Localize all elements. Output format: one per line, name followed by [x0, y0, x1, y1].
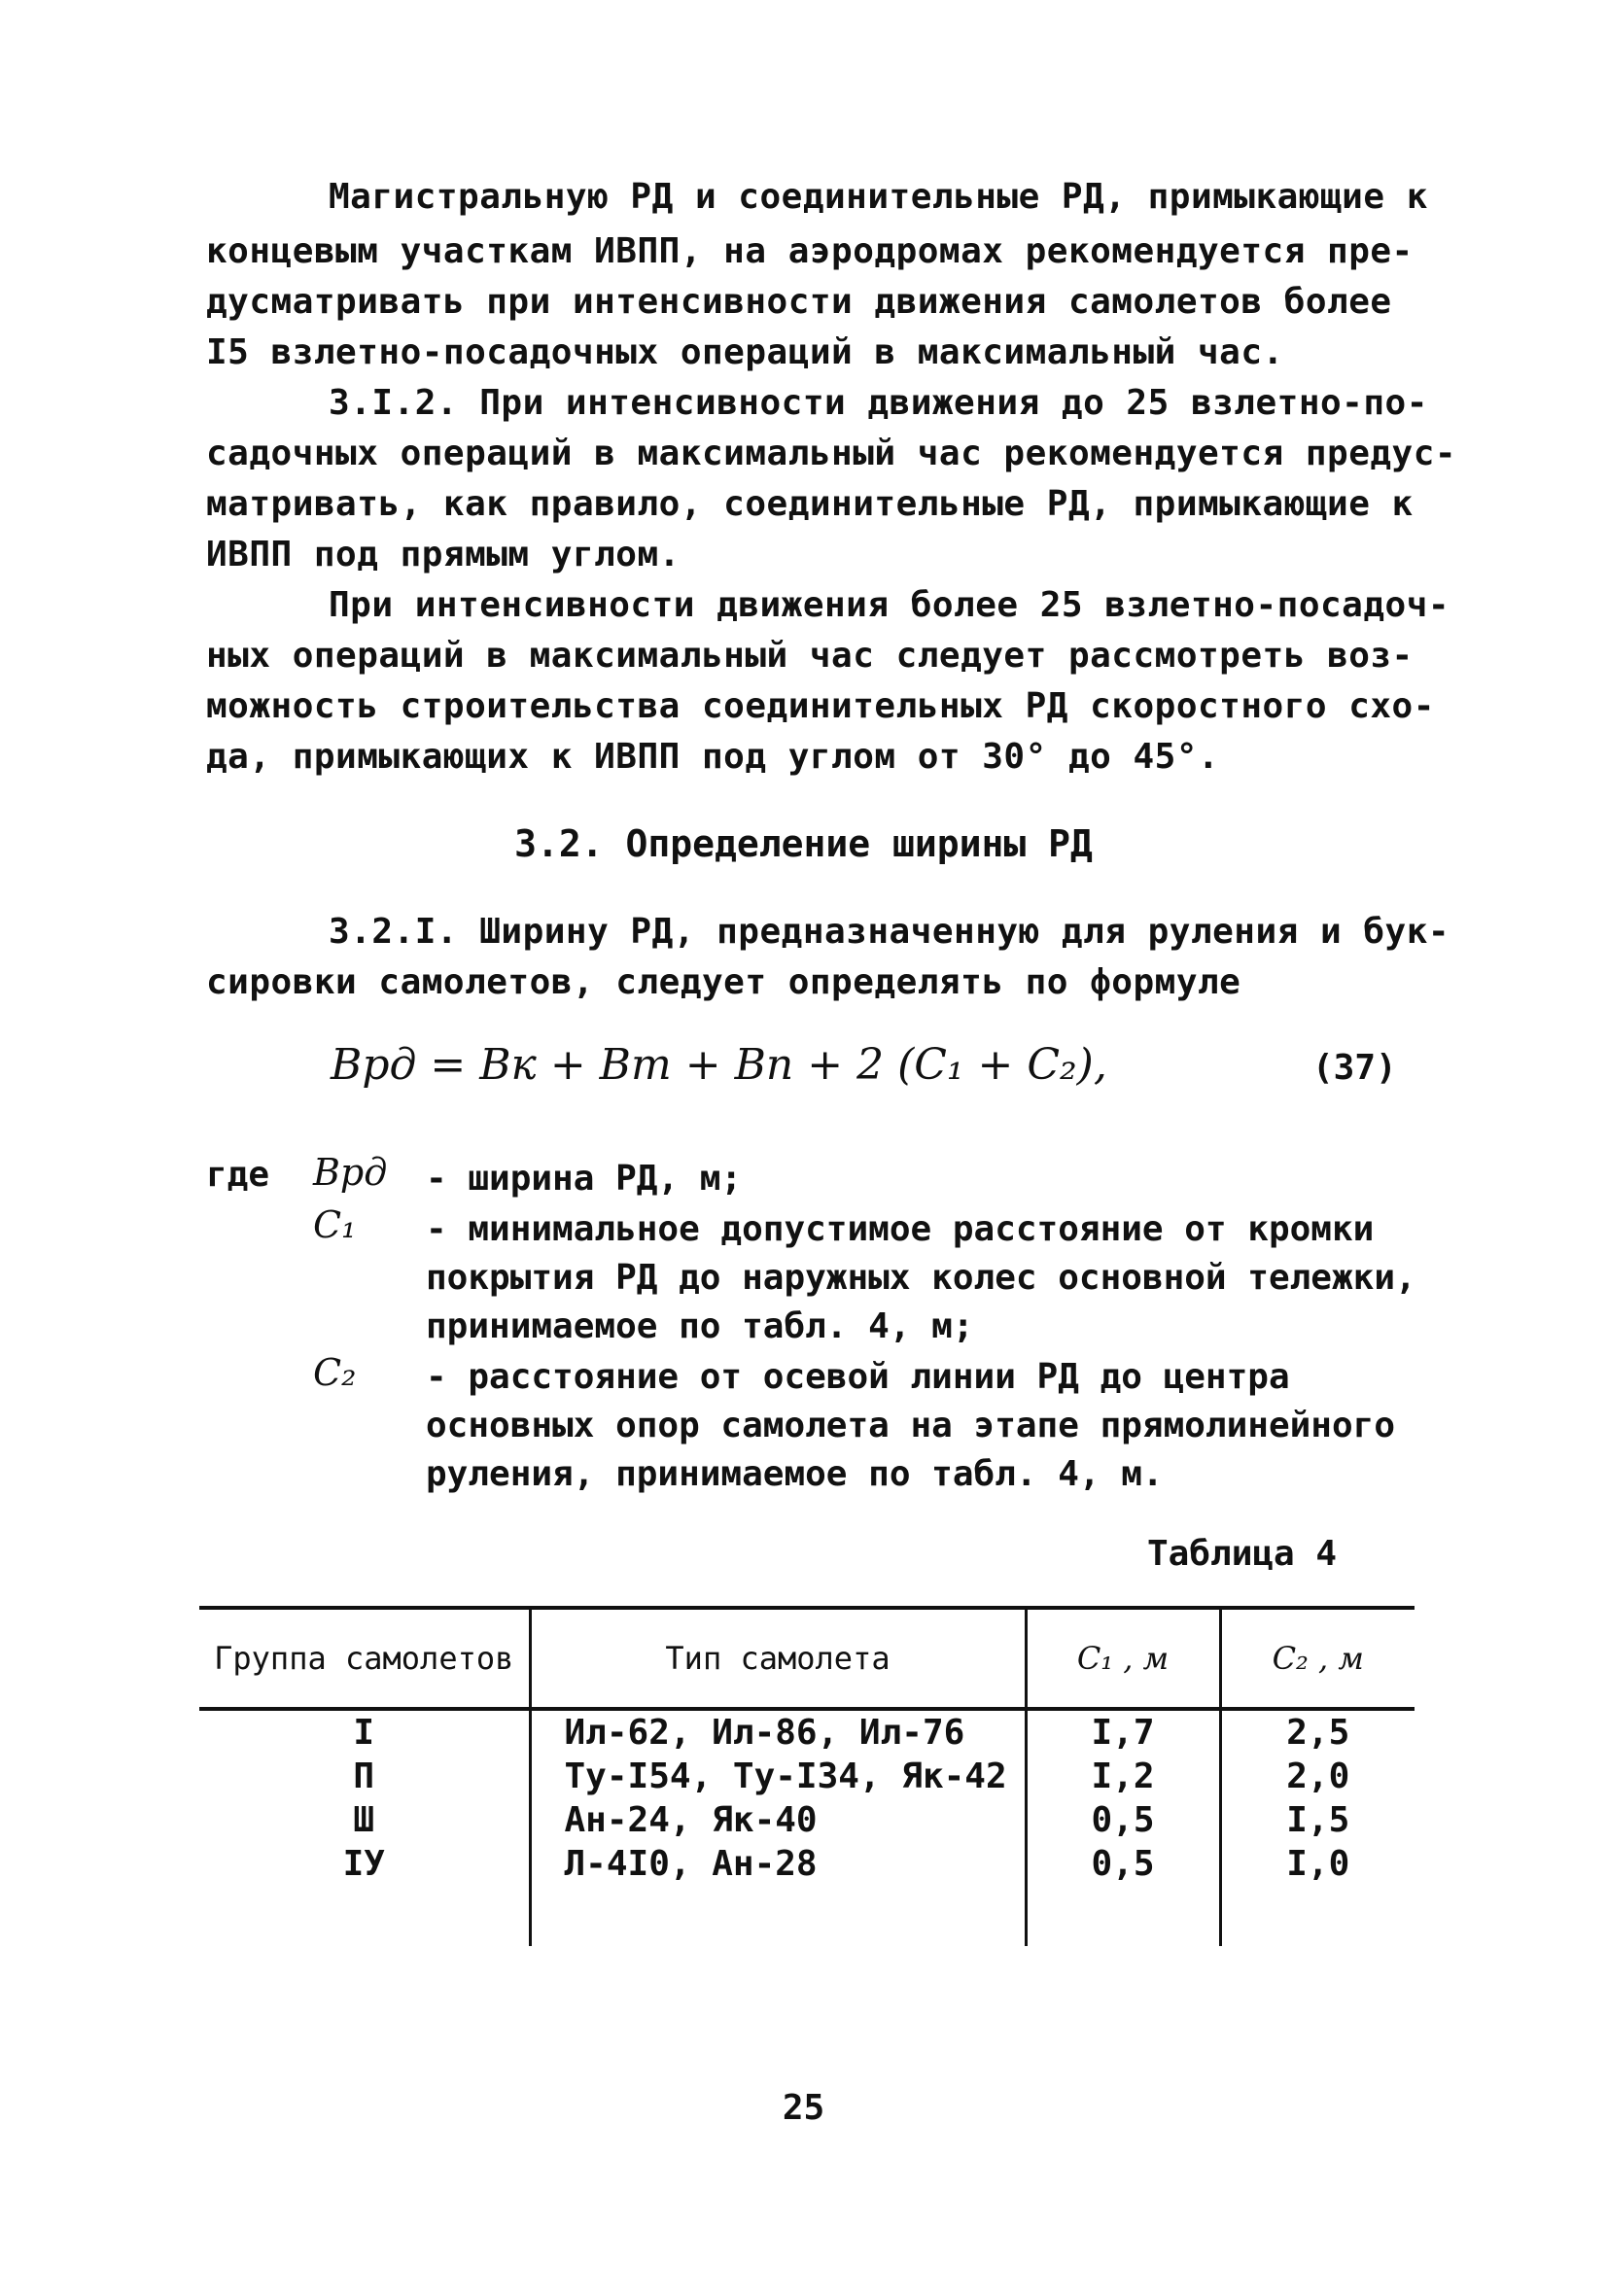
section-heading: 3.2. Определение ширины РД — [514, 822, 1093, 865]
table-row — [199, 1842, 1415, 1886]
table-caption: Таблица 4 — [1147, 1534, 1338, 1574]
column-header: C₁ , м — [1026, 1608, 1220, 1709]
paragraph-line: 3.I.2. При интенсивности движения до 25 взлетно-по- — [329, 383, 1428, 423]
formula: Bрд = Bк + Bт + Bп + 2 (C₁ + C₂), — [331, 1040, 1107, 1090]
paragraph-line: матривать, как правило, соединительные РД, примыкающие к — [206, 484, 1414, 524]
paragraph-line: При интенсивности движения более 25 взлетно-посадоч- — [329, 585, 1450, 625]
paragraph-line: Магистральную РД и соединительные РД, примыкающие к — [329, 177, 1428, 217]
table-cell: Ан-24, Як-40 — [530, 1798, 1026, 1842]
definition-symbol: C₂ — [313, 1351, 357, 1394]
paragraph-line: садочных операций в максимальный час рекомендуется предус- — [206, 434, 1457, 473]
data-table — [199, 1606, 1415, 1946]
table-cell: 0,5 — [1026, 1842, 1220, 1886]
table-cell: I,5 — [1220, 1798, 1415, 1842]
equation-number: (37) — [1312, 1048, 1397, 1088]
table-cell: Л-4I0, Ан-28 — [530, 1842, 1026, 1886]
table-cell: 2,5 — [1220, 1709, 1415, 1755]
column-header: C₂ , м — [1220, 1608, 1415, 1709]
paragraph-line: можность строительства соединительных РД скоростного схо- — [206, 686, 1435, 726]
table-cell: I,0 — [1220, 1842, 1415, 1886]
paragraph-line: концевым участкам ИВПП, на аэродромах рекомендуется пре- — [206, 231, 1414, 271]
table-row-empty — [199, 1886, 1415, 1946]
paragraph-line: сировки самолетов, следует определять по формуле — [206, 962, 1241, 1002]
column-header: Тип самолета — [530, 1608, 1026, 1709]
table-row — [199, 1798, 1415, 1842]
paragraph-line: да, примыкающих к ИВПП под углом от 30° до 45°. — [206, 737, 1220, 777]
paragraph-line: дусматривать при интенсивности движения самолетов более — [206, 282, 1392, 322]
paragraph-line: ИВПП под прямым углом. — [206, 535, 681, 574]
table-cell: I,2 — [1026, 1755, 1220, 1798]
table-cell: Ил-62, Ил-86, Ил-76 — [530, 1709, 1026, 1755]
table-cell: 0,5 — [1026, 1798, 1220, 1842]
table-cell: 2,0 — [1220, 1755, 1415, 1798]
where-word: где — [206, 1155, 270, 1195]
table-header-row — [199, 1608, 1415, 1709]
definition-text: - минимальное допустимое расстояние от кромки покрытия РД до наружных колес основной тележки, принимаемое по табл. 4, м; — [426, 1209, 1416, 1346]
paragraph-line: 3.2.I. Ширину РД, предназначенную для руления и бук- — [329, 912, 1450, 952]
column-header: Группа самолетов — [199, 1608, 530, 1709]
definition-text: - расстояние от осевой линии РД до центра основных опор самолета на этапе прямолинейного руления, принимаемое по табл. 4, м. — [426, 1357, 1395, 1494]
definition-symbol: C₁ — [313, 1203, 357, 1246]
paragraph-line: I5 взлетно-посадочных операций в максимальный час. — [206, 332, 1284, 372]
table-cell: IУ — [199, 1842, 530, 1886]
table-cell: I — [199, 1709, 530, 1755]
paragraph-line: ных операций в максимальный час следует рассмотреть воз- — [206, 636, 1414, 676]
table-cell: Ш — [199, 1798, 530, 1842]
table-cell: Ту-I54, Ту-I34, Як-42 — [530, 1755, 1026, 1798]
definition-text: - ширина РД, м; — [426, 1159, 743, 1199]
definition-symbol: Bрд — [313, 1151, 388, 1194]
table-cell: I,7 — [1026, 1709, 1220, 1755]
page-number: 25 — [782, 2088, 825, 2128]
table-row — [199, 1709, 1415, 1755]
table-row — [199, 1755, 1415, 1798]
table-cell: П — [199, 1755, 530, 1798]
